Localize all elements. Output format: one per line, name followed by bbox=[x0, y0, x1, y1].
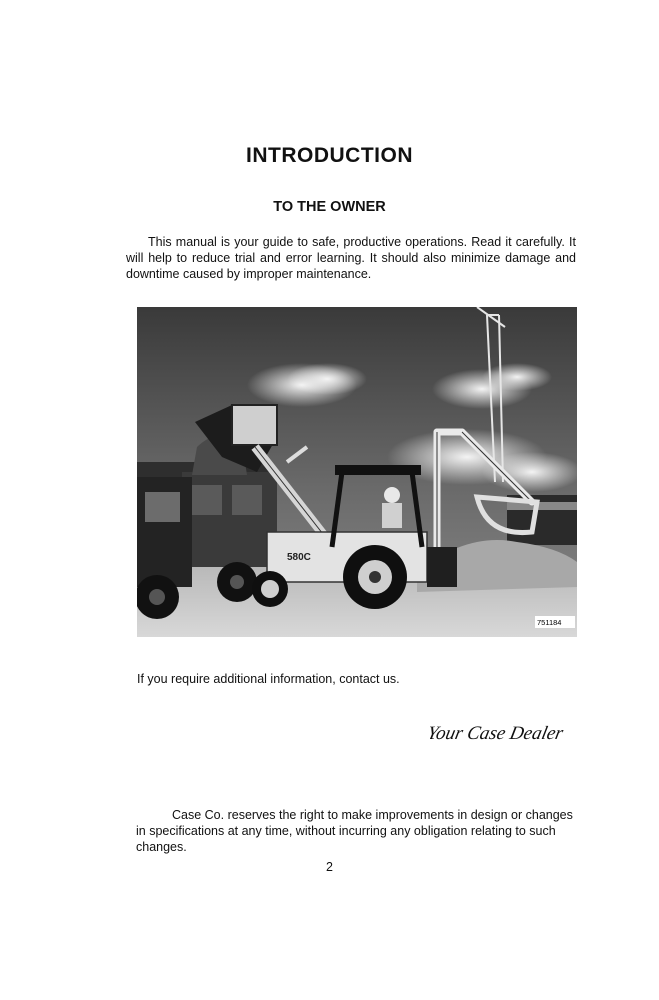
intro-text: This manual is your guide to safe, productive operations. Read it carefully. It will help to reduce trial and error learning. It should also minimize damage and downtime caused by improper maintenance. bbox=[126, 235, 576, 281]
page-title: INTRODUCTION bbox=[246, 144, 413, 167]
dealer-signature bbox=[430, 712, 590, 752]
loader-backhoe-photo bbox=[137, 307, 577, 637]
intro-paragraph bbox=[126, 234, 576, 282]
page-number: 2 bbox=[326, 860, 333, 874]
signature-text: Your Case Dealer bbox=[430, 723, 566, 744]
disclaimer-text: Case Co. reserves the right to make improvements in design or changes in specifications at any time, without incurring any obligation relating to such changes. bbox=[136, 808, 573, 854]
contact-text: If you require additional information, contact us. bbox=[137, 672, 400, 686]
machine-model-label: 580C bbox=[287, 552, 311, 563]
section-subtitle: TO THE OWNER bbox=[273, 199, 386, 215]
disclaimer-paragraph bbox=[136, 807, 581, 855]
photo-number: 751184 bbox=[537, 618, 562, 627]
